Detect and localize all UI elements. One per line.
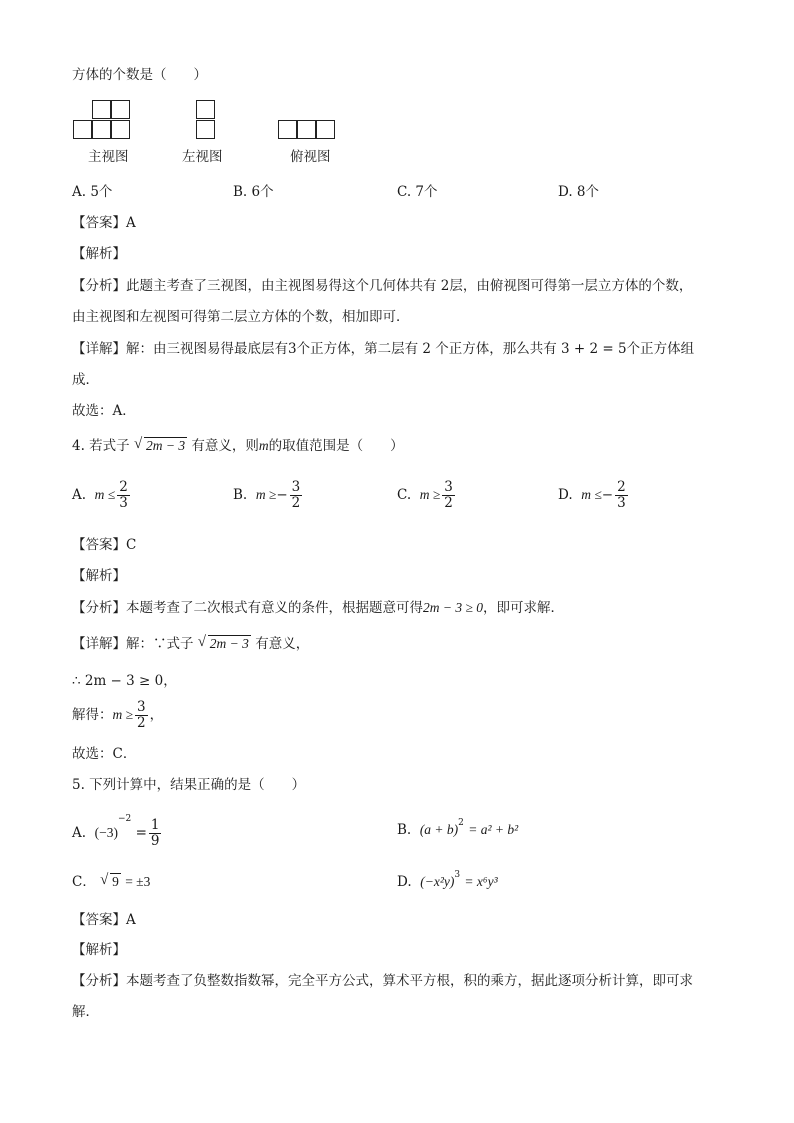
q4-detail: 【详解】解：∵式子 √ 2m − 3 有意义， — [72, 634, 310, 652]
q3-fenxi-line2: 由主视图和左视图可得第二层立方体的个数，相加即可． — [72, 309, 410, 325]
q3-detail-line1: 【详解】解：由三视图易得最底层有3个正方体，第二层有 2 个正方体，那么共有 3 + 2 = 5个正方体组 — [72, 341, 695, 357]
q5-stem: 5. 下列计算中，结果正确的是（ ） — [72, 777, 306, 793]
q5-option-c: C． √ 9 = ±3 — [72, 872, 151, 890]
top-view-label: 俯视图 — [290, 149, 331, 165]
q4-option-b: B. m ≥− $\frac{3}{2}$ — [233, 479, 301, 511]
q4-step1: ∴ 2m − 3 ≥ 0， — [72, 673, 177, 689]
q4-analysis-label: 【解析】 — [72, 568, 126, 584]
q3-stem-tail: 方体的个数是（ ） — [72, 67, 207, 83]
top-view-figure — [278, 120, 340, 142]
q3-option-d: D. 8个 — [558, 184, 600, 200]
front-view-figure — [72, 100, 134, 142]
q4-fenxi: 【分析】本题考查了二次根式有意义的条件，根据题意可得2m − 3 ≥ 0，即可求解． — [72, 600, 565, 616]
q5-fenxi-line2: 解． — [72, 1004, 99, 1020]
q5-analysis-label: 【解析】 — [72, 942, 126, 958]
q5-option-d: D. $(-x^2y)^3 = x^6y^3$ — [397, 870, 498, 890]
q3-choose: 故选：A． — [72, 403, 136, 419]
q4-answer: 【答案】C — [72, 537, 137, 553]
q4-option-d: D. m ≤− $\frac{2}{3}$ — [558, 479, 626, 511]
q3-answer: 【答案】A — [72, 215, 136, 231]
q4-option-c: C. m ≥ $\frac{3}{2}$ — [397, 479, 453, 511]
q3-detail-line2: 成． — [72, 372, 99, 388]
q5-option-b: B. $(a + b)^2 = a^2 + b^2$ — [397, 818, 519, 838]
front-view-label: 主视图 — [88, 149, 129, 165]
left-view-label: 左视图 — [182, 149, 223, 165]
q4-option-a: A. m ≤ $\frac{2}{3}$ — [72, 479, 128, 511]
q4-step2: 解得：m ≥ $\frac{3}{2}$ ， — [72, 699, 164, 731]
q3-option-a: A. 5个 — [72, 184, 113, 200]
q4-choose: 故选：C． — [72, 746, 137, 762]
q3-analysis-label: 【解析】 — [72, 246, 126, 262]
q3-fenxi-line1: 【分析】此题主考查了三视图，由主视图易得这个几何体共有 2层，由俯视图可得第一层立方体的个数， — [72, 278, 693, 294]
q4-stem: 4. 若式子 √ 2m − 3 有意义，则m的取值范围是（ ） — [72, 436, 404, 454]
q3-option-c: C. 7个 — [397, 184, 438, 200]
q5-option-a: A. $(-3)^{-2}$ = $\frac{1}{9}$ — [72, 814, 160, 849]
q3-option-b: B. 6个 — [233, 184, 274, 200]
q5-fenxi-line1: 【分析】本题考查了负整数指数幂，完全平方公式，算术平方根，积的乘方，据此逐项分析计算，即可求 — [72, 973, 693, 989]
left-view-figure — [196, 100, 218, 142]
q5-answer: 【答案】A — [72, 912, 136, 928]
